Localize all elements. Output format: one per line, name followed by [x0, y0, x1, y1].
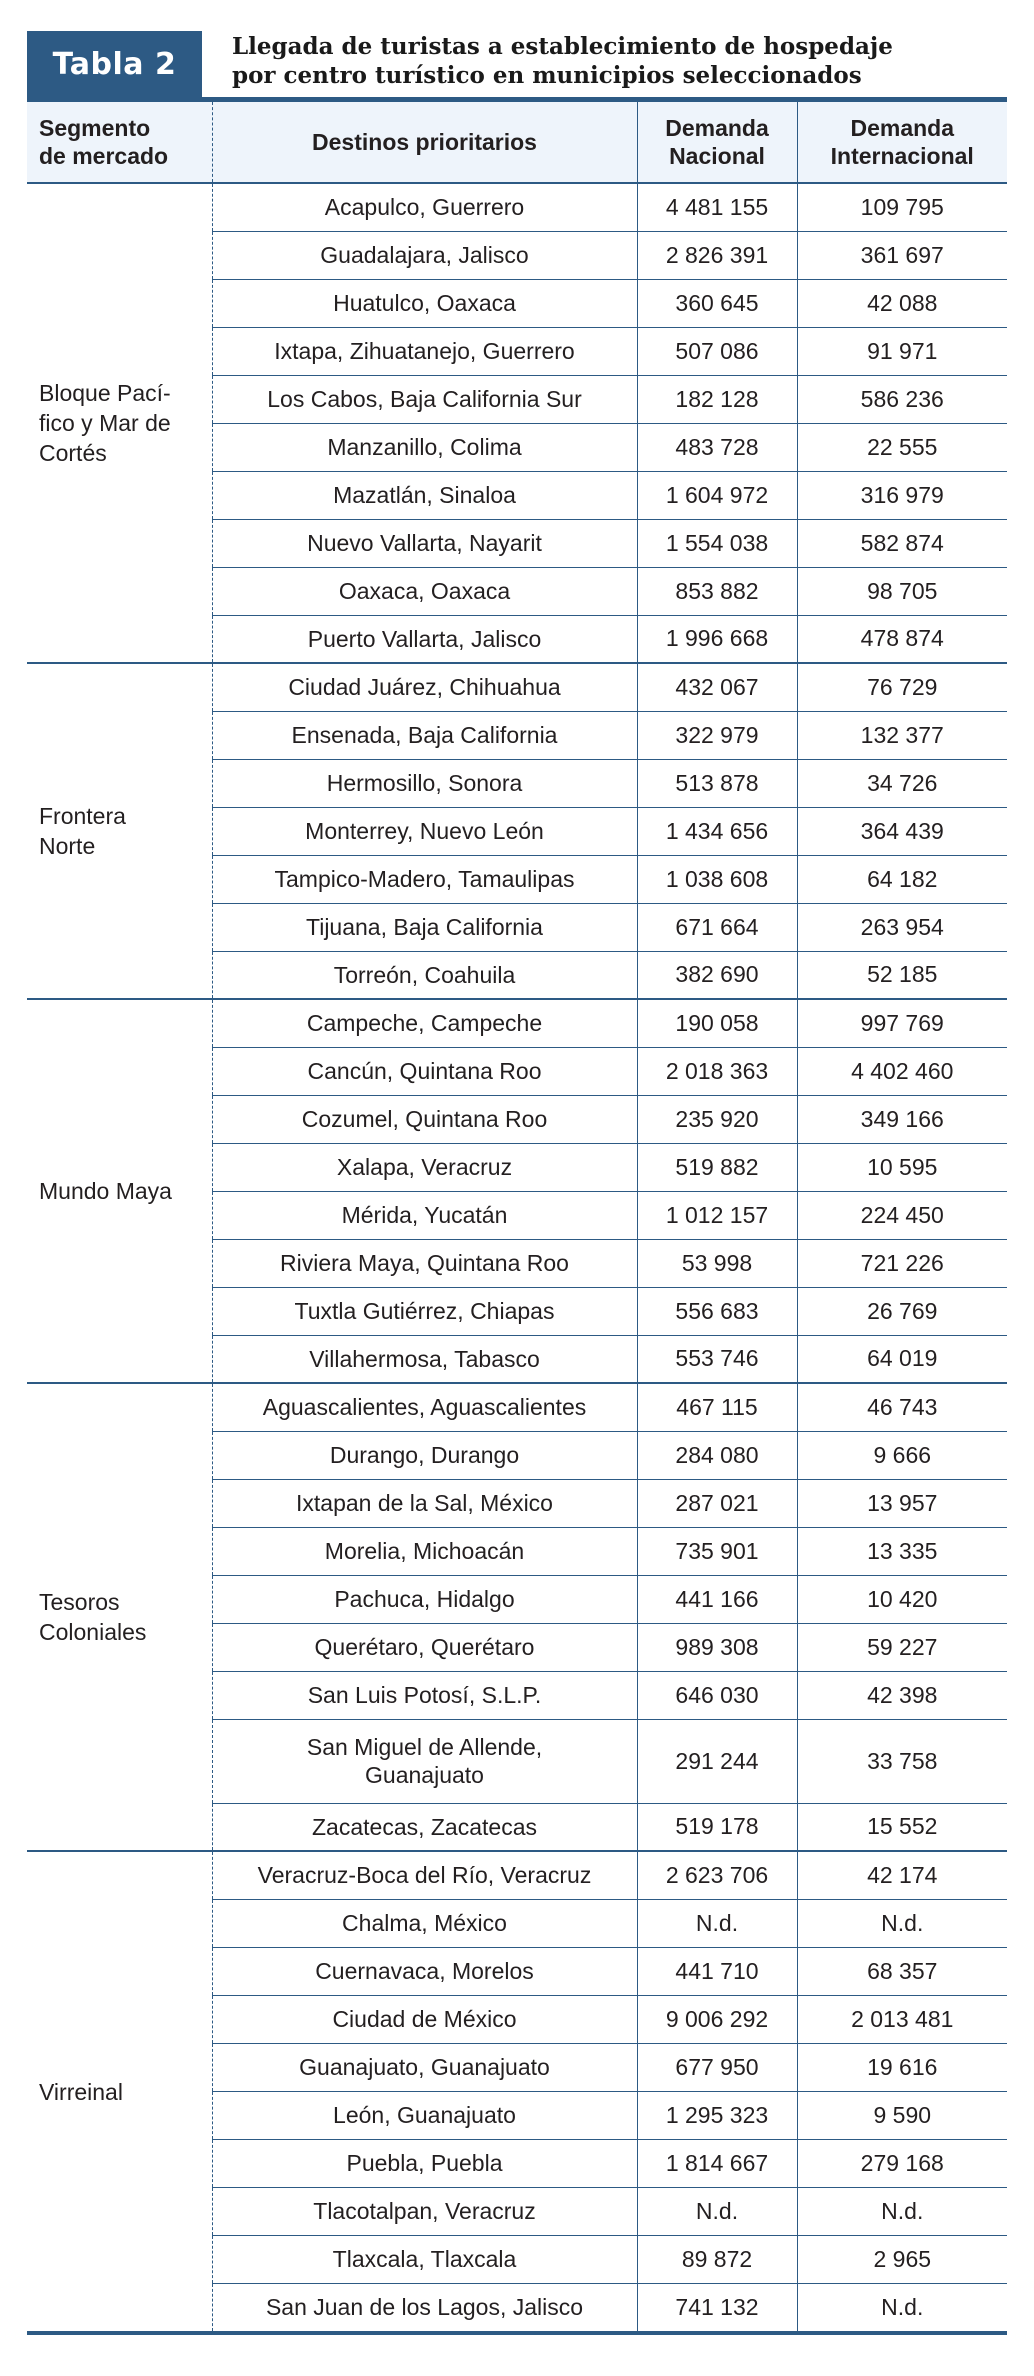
table-body [27, 183, 1007, 2331]
destination-cell: Manzanillo, Colima [212, 423, 637, 471]
international-demand-cell: 42 088 [797, 279, 1007, 327]
international-demand-cell: 721 226 [797, 1239, 1007, 1287]
national-demand-cell: 1 554 038 [637, 519, 797, 567]
header-segment [27, 102, 212, 183]
header-international-line-1: Demanda [850, 115, 955, 141]
national-demand-cell: 741 132 [637, 2283, 797, 2331]
national-demand-cell: 291 244 [637, 1719, 797, 1803]
national-demand-cell: 432 067 [637, 663, 797, 711]
destination-cell: Tampico-Madero, Tamaulipas [212, 855, 637, 903]
destination-cell: Puerto Vallarta, Jalisco [212, 615, 637, 663]
segment-label-line: Bloque Pací- [39, 380, 171, 406]
header-row [27, 102, 1007, 183]
destination-cell: Puebla, Puebla [212, 2139, 637, 2187]
destination-cell: Campeche, Campeche [212, 999, 637, 1047]
destination-cell: Ixtapa, Zihuatanejo, Guerrero [212, 327, 637, 375]
header-segment-line-2: de mercado [39, 143, 169, 169]
international-demand-cell: 26 769 [797, 1287, 1007, 1335]
international-demand-cell: 478 874 [797, 615, 1007, 663]
national-demand-cell: 677 950 [637, 2043, 797, 2091]
national-demand-cell: 53 998 [637, 1239, 797, 1287]
header-national [637, 102, 797, 183]
international-demand-cell: 2 013 481 [797, 1995, 1007, 2043]
national-demand-cell: 382 690 [637, 951, 797, 999]
destination-cell: San Luis Potosí, S.L.P. [212, 1671, 637, 1719]
international-demand-cell: 361 697 [797, 231, 1007, 279]
international-demand-cell: 109 795 [797, 183, 1007, 231]
destination-cell: Tlacotalpan, Veracruz [212, 2187, 637, 2235]
international-demand-cell: 4 402 460 [797, 1047, 1007, 1095]
national-demand-cell: 182 128 [637, 375, 797, 423]
national-demand-cell: 519 178 [637, 1803, 797, 1851]
national-demand-cell: 89 872 [637, 2235, 797, 2283]
national-demand-cell: 235 920 [637, 1095, 797, 1143]
international-demand-cell: 279 168 [797, 2139, 1007, 2187]
international-demand-cell: 91 971 [797, 327, 1007, 375]
national-demand-cell: 1 996 668 [637, 615, 797, 663]
national-demand-cell: 441 166 [637, 1575, 797, 1623]
segment-cell [27, 1383, 212, 1851]
international-demand-cell: 13 957 [797, 1479, 1007, 1527]
destination-cell: Pachuca, Hidalgo [212, 1575, 637, 1623]
international-demand-cell: 13 335 [797, 1527, 1007, 1575]
national-demand-cell: 1 604 972 [637, 471, 797, 519]
national-demand-cell: 287 021 [637, 1479, 797, 1527]
destination-cell: Zacatecas, Zacatecas [212, 1803, 637, 1851]
international-demand-cell: 34 726 [797, 759, 1007, 807]
national-demand-cell: 4 481 155 [637, 183, 797, 231]
international-demand-cell: 68 357 [797, 1947, 1007, 1995]
destination-cell: Villahermosa, Tabasco [212, 1335, 637, 1383]
national-demand-cell: 322 979 [637, 711, 797, 759]
destination-cell: Mazatlán, Sinaloa [212, 471, 637, 519]
header-destinations: Destinos prioritarios [212, 102, 637, 183]
table-number-badge: Tabla 2 [27, 31, 202, 97]
national-demand-cell: 9 006 292 [637, 1995, 797, 2043]
national-demand-cell: 2 623 706 [637, 1851, 797, 1899]
destination-cell: Huatulco, Oaxaca [212, 279, 637, 327]
segment-label-line: Cortés [39, 440, 107, 466]
national-demand-cell: 853 882 [637, 567, 797, 615]
destination-cell: Nuevo Vallarta, Nayarit [212, 519, 637, 567]
international-demand-cell: 263 954 [797, 903, 1007, 951]
international-demand-cell: 10 420 [797, 1575, 1007, 1623]
national-demand-cell: 1 814 667 [637, 2139, 797, 2187]
destination-cell: Oaxaca, Oaxaca [212, 567, 637, 615]
destination-cell: Veracruz-Boca del Río, Veracruz [212, 1851, 637, 1899]
international-demand-cell: 997 769 [797, 999, 1007, 1047]
international-demand-cell: N.d. [797, 1899, 1007, 1947]
international-demand-cell: 22 555 [797, 423, 1007, 471]
header-national-line-2: Nacional [669, 143, 765, 169]
international-demand-cell: 10 595 [797, 1143, 1007, 1191]
destination-cell: Cancún, Quintana Roo [212, 1047, 637, 1095]
destination-cell: Los Cabos, Baja California Sur [212, 375, 637, 423]
international-demand-cell: 59 227 [797, 1623, 1007, 1671]
destination-cell: San Juan de los Lagos, Jalisco [212, 2283, 637, 2331]
international-demand-cell: 42 398 [797, 1671, 1007, 1719]
destination-cell: Monterrey, Nuevo León [212, 807, 637, 855]
destination-cell: Cuernavaca, Morelos [212, 1947, 637, 1995]
national-demand-cell: N.d. [637, 2187, 797, 2235]
national-demand-cell: 2 826 391 [637, 231, 797, 279]
international-demand-cell: 64 182 [797, 855, 1007, 903]
destination-cell: León, Guanajuato [212, 2091, 637, 2139]
destination-cell: Riviera Maya, Quintana Roo [212, 1239, 637, 1287]
destination-cell: Ensenada, Baja California [212, 711, 637, 759]
national-demand-cell: 671 664 [637, 903, 797, 951]
segment-label-line: Frontera [39, 803, 126, 829]
national-demand-cell: 1 012 157 [637, 1191, 797, 1239]
destination-cell: Cozumel, Quintana Roo [212, 1095, 637, 1143]
national-demand-cell: 553 746 [637, 1335, 797, 1383]
international-demand-cell: 42 174 [797, 1851, 1007, 1899]
destination-cell: Querétaro, Querétaro [212, 1623, 637, 1671]
destination-cell: Durango, Durango [212, 1431, 637, 1479]
segment-cell [27, 1851, 212, 2331]
international-demand-cell: N.d. [797, 2187, 1007, 2235]
international-demand-cell: 224 450 [797, 1191, 1007, 1239]
international-demand-cell: 33 758 [797, 1719, 1007, 1803]
national-demand-cell: 556 683 [637, 1287, 797, 1335]
segment-label-line: Tesoros [39, 1589, 120, 1615]
international-demand-cell: 316 979 [797, 471, 1007, 519]
destination-cell: Xalapa, Veracruz [212, 1143, 637, 1191]
segment-label-line: Coloniales [39, 1619, 147, 1645]
table-header [27, 102, 1007, 183]
destination-cell: Ixtapan de la Sal, México [212, 1479, 637, 1527]
destination-cell: Aguascalientes, Aguascalientes [212, 1383, 637, 1431]
segment-label-line: Mundo Maya [39, 1178, 172, 1204]
table-row [27, 1851, 1007, 1899]
national-demand-cell: 1 295 323 [637, 2091, 797, 2139]
international-demand-cell: 364 439 [797, 807, 1007, 855]
destination-cell: Tuxtla Gutiérrez, Chiapas [212, 1287, 637, 1335]
title-line-2: por centro turístico en municipios seleccionados [232, 62, 862, 89]
national-demand-cell: 190 058 [637, 999, 797, 1047]
international-demand-cell: 582 874 [797, 519, 1007, 567]
segment-label-line: Norte [39, 833, 96, 859]
destination-cell: San Miguel de Allende, Guanajuato [212, 1719, 637, 1803]
destination-cell: Morelia, Michoacán [212, 1527, 637, 1575]
national-demand-cell: 483 728 [637, 423, 797, 471]
table-title [232, 32, 1012, 90]
national-demand-cell: 507 086 [637, 327, 797, 375]
segment-label-line: fico y Mar de [39, 410, 171, 436]
national-demand-cell: 989 308 [637, 1623, 797, 1671]
international-demand-cell: 64 019 [797, 1335, 1007, 1383]
international-demand-cell: 15 552 [797, 1803, 1007, 1851]
destination-cell: Tlaxcala, Tlaxcala [212, 2235, 637, 2283]
national-demand-cell: 467 115 [637, 1383, 797, 1431]
international-demand-cell: 9 590 [797, 2091, 1007, 2139]
national-demand-cell: 441 710 [637, 1947, 797, 1995]
national-demand-cell: 1 434 656 [637, 807, 797, 855]
destination-cell: Guanajuato, Guanajuato [212, 2043, 637, 2091]
international-demand-cell: 76 729 [797, 663, 1007, 711]
national-demand-cell: 646 030 [637, 1671, 797, 1719]
destination-cell: Torreón, Coahuila [212, 951, 637, 999]
international-demand-cell: 586 236 [797, 375, 1007, 423]
international-demand-cell: 9 666 [797, 1431, 1007, 1479]
tourism-table [27, 102, 1007, 2331]
destination-cell: Ciudad Juárez, Chihuahua [212, 663, 637, 711]
international-demand-cell: 132 377 [797, 711, 1007, 759]
table-row [27, 999, 1007, 1047]
international-demand-cell: 349 166 [797, 1095, 1007, 1143]
destination-cell: Chalma, México [212, 1899, 637, 1947]
segment-cell [27, 999, 212, 1383]
table-row [27, 183, 1007, 231]
segment-cell [27, 663, 212, 999]
header-international [797, 102, 1007, 183]
international-demand-cell: 46 743 [797, 1383, 1007, 1431]
international-demand-cell: 2 965 [797, 2235, 1007, 2283]
national-demand-cell: 284 080 [637, 1431, 797, 1479]
national-demand-cell: 1 038 608 [637, 855, 797, 903]
destination-cell: Ciudad de México [212, 1995, 637, 2043]
bottom-rule [27, 2331, 1007, 2335]
international-demand-cell: 19 616 [797, 2043, 1007, 2091]
destination-cell: Mérida, Yucatán [212, 1191, 637, 1239]
title-line-1: Llegada de turistas a establecimiento de hospedaje [232, 33, 893, 60]
table-row [27, 663, 1007, 711]
segment-cell [27, 183, 212, 663]
segment-label-line: Virreinal [39, 2078, 123, 2105]
header-segment-line-1: Segmento [39, 115, 151, 141]
national-demand-cell: 735 901 [637, 1527, 797, 1575]
national-demand-cell: 2 018 363 [637, 1047, 797, 1095]
national-demand-cell: N.d. [637, 1899, 797, 1947]
international-demand-cell: 98 705 [797, 567, 1007, 615]
table-row [27, 1383, 1007, 1431]
header-international-line-2: Internacional [830, 143, 974, 169]
international-demand-cell: N.d. [797, 2283, 1007, 2331]
international-demand-cell: 52 185 [797, 951, 1007, 999]
national-demand-cell: 360 645 [637, 279, 797, 327]
national-demand-cell: 519 882 [637, 1143, 797, 1191]
destination-cell: Guadalajara, Jalisco [212, 231, 637, 279]
national-demand-cell: 513 878 [637, 759, 797, 807]
destination-cell: Acapulco, Guerrero [212, 183, 637, 231]
destination-cell: Hermosillo, Sonora [212, 759, 637, 807]
header-national-line-1: Demanda [665, 115, 769, 141]
destination-cell: Tijuana, Baja California [212, 903, 637, 951]
